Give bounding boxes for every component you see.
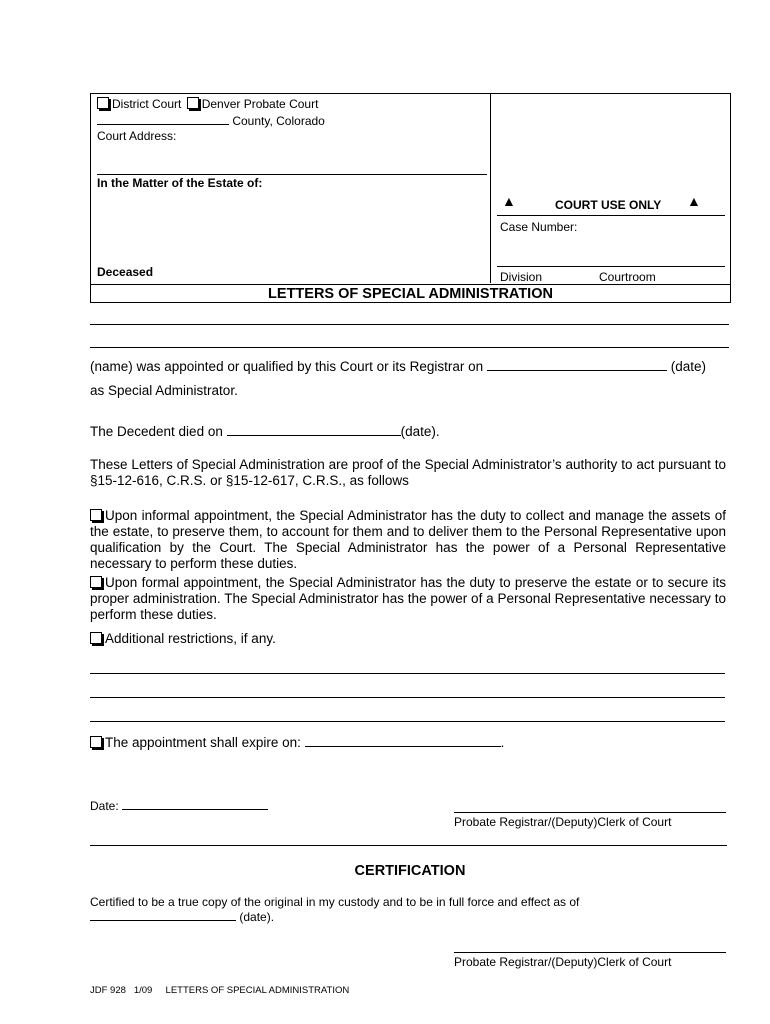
courtroom-label: Courtroom [599, 270, 656, 284]
denver-probate-label: Denver Probate Court [201, 97, 319, 111]
court-type-row [97, 97, 318, 111]
case-number-label: Case Number: [500, 220, 578, 234]
certification-date-row [90, 910, 274, 924]
certification-text: Certified to be a true copy of the original in my custody and to be in full force and effect as of [90, 895, 580, 909]
certification-date-word: (date). [239, 910, 275, 924]
deceased-label: Deceased [97, 265, 154, 279]
up-arrow-right-icon: ▲ [687, 193, 701, 209]
as-special-admin: as Special Administrator. [90, 383, 238, 398]
case-number-divider [497, 266, 725, 267]
division-label: Division [500, 270, 543, 284]
appointed-date-blank[interactable] [487, 370, 667, 371]
restrictions-option [90, 631, 276, 646]
court-use-divider [497, 215, 725, 216]
appointed-text: (name) was appointed or qualified by this Court or its Registrar on [90, 359, 484, 374]
county-label: County, Colorado [232, 114, 325, 128]
expire-row [90, 735, 504, 750]
certification-date-blank[interactable] [90, 920, 236, 921]
denver-probate-checkbox[interactable] [187, 97, 199, 109]
form-number: JDF 928 [90, 985, 126, 996]
certification-signature-label: Probate Registrar/(Deputy)Clerk of Court [454, 955, 672, 969]
county-row [97, 114, 325, 128]
appointed-date-word: (date) [670, 359, 706, 374]
informal-option-text: Upon informal appointment, the Special Administrator has the duty to collect and manage the assets of the estate, to preserve them, to account for them and to deliver them to the Personal Representative upon qualification by the Court. The Special Administrator has the power of a Personal Representative necessary to perform these duties. [90, 508, 726, 571]
district-court-checkbox[interactable] [97, 97, 109, 109]
informal-option [90, 508, 726, 572]
name-line-2[interactable] [90, 347, 729, 348]
expire-checkbox[interactable] [90, 736, 102, 748]
restrictions-line-2[interactable] [90, 697, 725, 698]
restrictions-line-3[interactable] [90, 721, 725, 722]
certification-signature-line[interactable] [454, 952, 726, 953]
expire-period: . [500, 735, 505, 750]
decedent-row [90, 424, 440, 439]
court-address-line[interactable] [97, 174, 487, 175]
form-title: LETTERS OF SPECIAL ADMINISTRATION [165, 985, 350, 996]
certification-divider [90, 845, 727, 846]
court-use-only-label: COURT USE ONLY [555, 198, 662, 212]
restrictions-checkbox[interactable] [90, 632, 102, 644]
signature-label: Probate Registrar/(Deputy)Clerk of Court [454, 815, 672, 829]
expire-date-blank[interactable] [305, 746, 501, 747]
county-blank[interactable] [97, 124, 229, 125]
caption-divider [490, 93, 491, 283]
formal-option [90, 575, 726, 623]
certification-heading: CERTIFICATION [354, 863, 466, 879]
formal-option-text: Upon formal appointment, the Special Administrator has the duty to preserve the estate or to secure its proper administration. The Special Administrator has the power of a Personal Representative necessary to perform these duties. [90, 575, 726, 622]
formal-checkbox[interactable] [90, 576, 102, 588]
restrictions-line-1[interactable] [90, 673, 725, 674]
footer [90, 985, 349, 996]
matter-label: In the Matter of the Estate of: [97, 176, 263, 190]
date-label: Date: [90, 799, 119, 813]
restrictions-text: Additional restrictions, if any. [105, 631, 276, 646]
proof-paragraph: These Letters of Special Administration are proof of the Special Administrator’s authority to act pursuant to §15-12-616, C.R.S. or §15-12-617, C.R.S., as follows [90, 457, 726, 488]
decedent-date-word: (date). [400, 424, 440, 439]
appointment-row [90, 359, 730, 374]
decedent-died-label: The Decedent died on [90, 424, 223, 439]
court-address-label: Court Address: [97, 129, 177, 143]
form-revision: 1/09 [133, 985, 153, 996]
name-line-1[interactable] [90, 324, 729, 325]
date-row [90, 799, 268, 813]
signature-line[interactable] [454, 812, 726, 813]
document-title: LETTERS OF SPECIAL ADMINISTRATION [268, 286, 553, 302]
expire-label: The appointment shall expire on: [105, 735, 301, 750]
district-court-label: District Court [112, 97, 182, 111]
decedent-date-blank[interactable] [227, 435, 401, 436]
up-arrow-left-icon: ▲ [502, 193, 516, 209]
date-blank[interactable] [122, 809, 268, 810]
informal-checkbox[interactable] [90, 509, 102, 521]
